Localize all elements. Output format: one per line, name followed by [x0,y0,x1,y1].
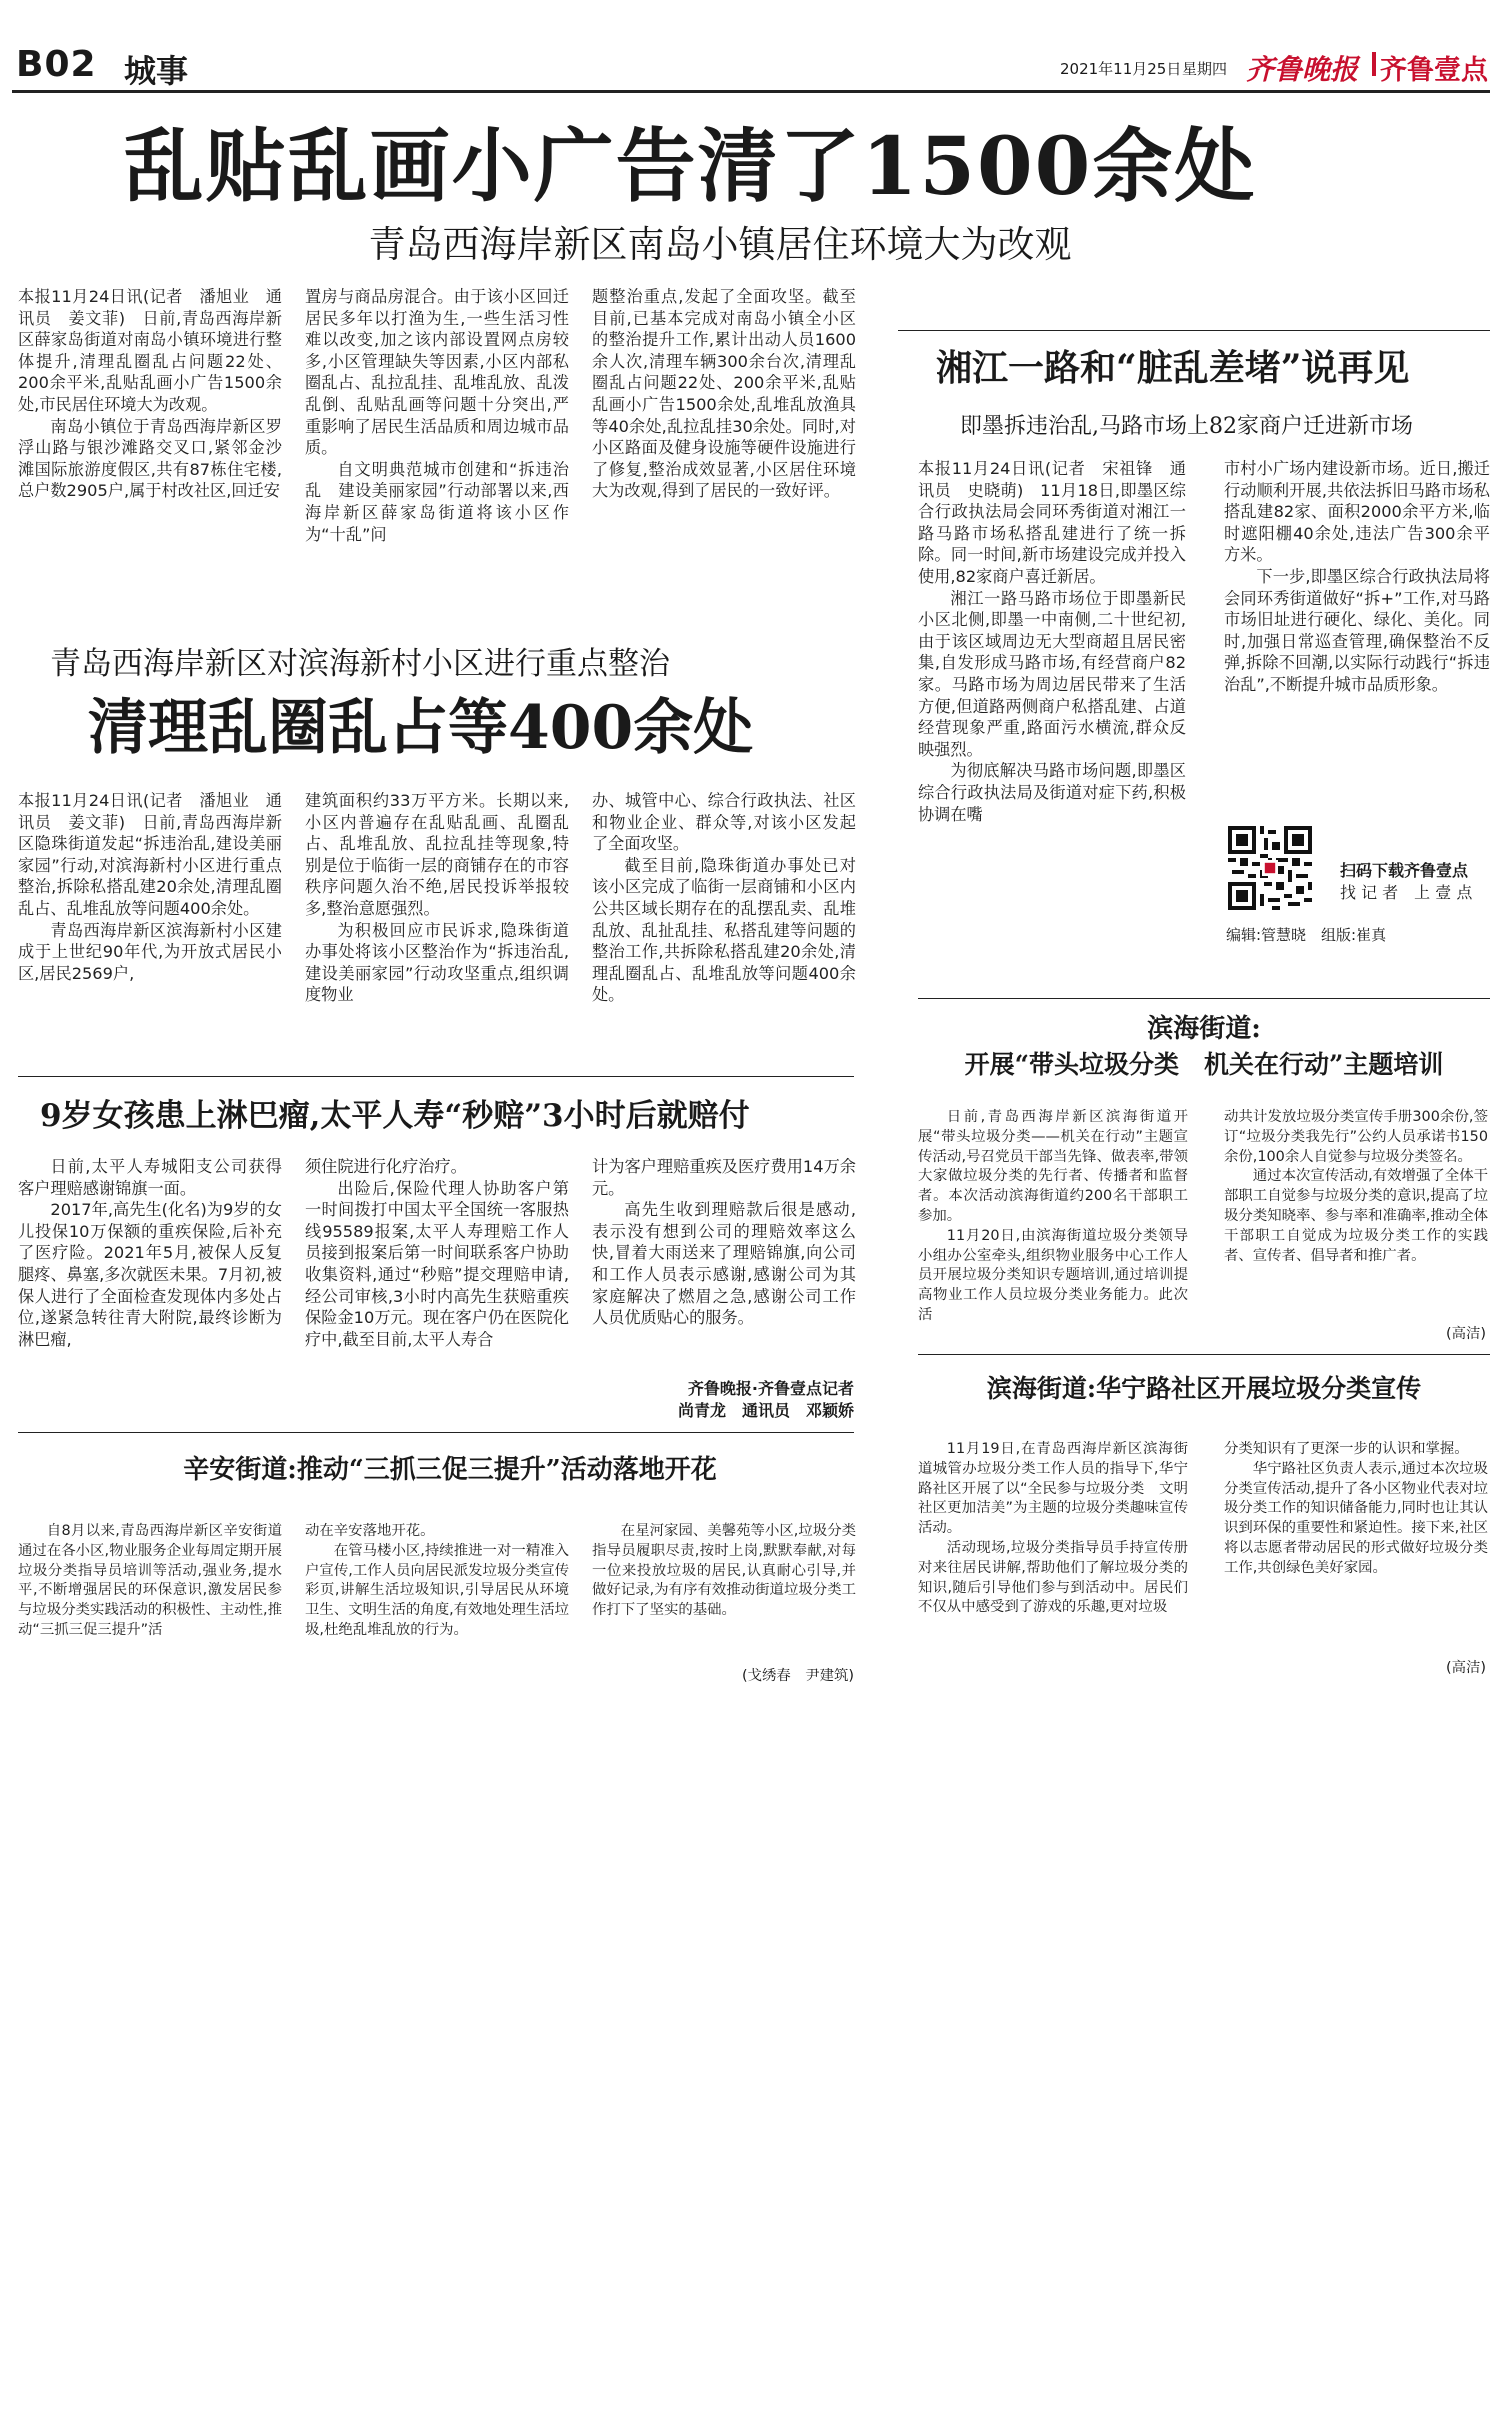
story3-byline2: 尚青龙 通讯员 邓颖娇 [677,1401,854,1420]
paragraph: 高先生收到理赔款后很是感动,表示没有想到公司的理赔效率这么快,冒着大雨送来了理赔锦旗,向公司和工作人员表示感谢,感谢公司为其家庭解决了燃眉之急,感谢公司工作人员优质贴心的服务。 [592,1200,856,1328]
story4-byline: (戈绣春 尹建筑) [742,1668,854,1684]
paragraph: 自文明典范城市创建和“拆违治乱 建设美丽家园”行动部署以来,西海岸新区薛家岛街道将该小区作为“十乱”问 [305,459,569,544]
story4-headline: 辛安街道:推动“三抓三促三提升”活动落地开花 [183,1455,717,1485]
paragraph: 动共计发放垃圾分类宣传手册300余份,签订“垃圾分类我先行”公约人员承诺书150余份,100余人自觉参与垃圾分类签名。 [1224,1109,1488,1165]
paragraph: 日前,太平人寿城阳支公司获得客户理赔感谢锦旗一面。 [18,1157,282,1198]
story7-col2 [1224,1440,1488,1650]
paragraph: 截至目前,隐珠街道办事处已对该小区完成了临街一层商铺和小区内公共区域长期存在的乱摆乱卖、乱堆乱放、乱扯乱挂、私搭乱建等问题的整治工作,共拆除私搭乱建20余处,清理乱圈乱占、乱堆乱放等问题400余处。 [592,855,856,1005]
editor-credit: 编辑:管慧晓 组版:崔真 [1226,926,1387,944]
story2-col3 [592,790,856,1060]
paragraph: 须住院进行化疗治疗。 [305,1157,467,1176]
story1-subhead: 青岛西海岸新区南岛小镇居住环境大为改观 [368,223,1072,266]
paragraph: 在管马楼小区,持续推进一对一精准入户宣传,工作人员向居民派发垃圾分类宣传彩页,讲解生活垃圾知识,引导居民从环境卫生、文明生活的角度,有效地处理生活垃圾,杜绝乱堆乱放的行为。 [305,1542,569,1638]
story7-byline: (高洁) [1445,1660,1486,1676]
paragraph: 计为客户理赔重疾及医疗费用14万余元。 [592,1157,856,1198]
section-name: 城事 [124,52,189,90]
story3-byline1: 齐鲁晚报·齐鲁壹点记者 [687,1379,854,1398]
paragraph: 为彻底解决马路市场问题,即墨区综合行政执法局及街道对症下药,积极协调在嘴 [918,761,1186,824]
story4-col1 [18,1522,282,1692]
story5-subhead: 即墨拆违治乱,马路市场上82家商户迁进新市场 [960,414,1413,439]
story6-title: 滨海街道: [1147,1014,1261,1044]
story1-col2 [305,286,569,586]
paragraph: 通过本次宣传活动,有效增强了全体干部职工自觉参与垃圾分类的意识,提高了垃圾分类知晓率、参与率和准确率,推动全体干部职工自觉成为垃圾分类工作的实践者、宣传者、倡导者和推广者。 [1224,1168,1488,1264]
story1-col1 [18,286,282,586]
paragraph: 南岛小镇位于青岛西海岸新区罗浮山路与银沙滩路交叉口,紧邻金沙滩国际旅游度假区,共有87栋住宅楼,总户数2905户,属于村改社区,回迁安 [18,416,282,501]
story3-col2 [305,1156,569,1426]
paragraph: 为积极回应市民诉求,隐珠街道办事处将该小区整治作为“拆违治乱,建设美丽家园”行动攻坚重点,组织调度物业 [305,920,569,1005]
divider [918,998,1490,999]
story2-subhead: 青岛西海岸新区对滨海新村小区进行重点整治 [50,646,670,682]
story4-col3 [592,1522,856,1662]
story2-col2 [305,790,569,1060]
story5-headline: 湘江一路和“脏乱差堵”说再见 [936,347,1410,389]
story6-headline: 开展“带头垃圾分类 机关在行动”主题培训 [964,1050,1444,1079]
story3-col3 [592,1156,856,1376]
story2-col1 [18,790,282,1060]
qr-caption: 扫码下载齐鲁壹点 [1340,861,1469,880]
divider [18,1432,854,1433]
story5-col2 [1224,458,1490,808]
paragraph: 在星河家园、美馨苑等小区,垃圾分类指导员履职尽责,按时上岗,默默奉献,对每一位来投放垃圾的居民,认真耐心引导,并做好记录,为有序有效推动街道垃圾分类工作打下了坚实的基础。 [592,1523,856,1619]
story5-col1 [918,458,1186,968]
column-divider [898,330,1490,331]
story3-headline: 9岁女孩患上淋巴瘤,太平人寿“秒赔”3小时后就赔付 [40,1098,750,1134]
paragraph: 活动现场,垃圾分类指导员手持宣传册对来往居民讲解,帮助他们了解垃圾分类的知识,随后引导他们参与到活动中。居民们不仅从中感受到了游戏的乐趣,更对垃圾 [918,1539,1188,1616]
story1-headline: 乱贴乱画小广告清了1500余处 [123,119,1257,213]
story6-col2 [1224,1108,1488,1318]
story6-col1 [918,1108,1188,1348]
paragraph: 青岛西海岸新区滨海新村小区建成于上世纪90年代,为开放式居民小区,居民2569户, [18,920,282,983]
story7-col1 [918,1440,1188,1680]
story1-col3 [592,286,856,616]
page-number: B02 [16,44,97,85]
paragraph: 本报11月24日讯(记者 宋祖锋 通讯员 史晓萌) 11月18日,即墨区综合行政执法局会同环秀街道对湘江一路马路市场私搭乱建进行了统一拆除。同一时间,新市场建设完成并投入使用,82家商户喜迁新居。 [918,459,1186,586]
qr-caption-sub: 找 记 者 上 壹 点 [1340,883,1473,902]
paragraph: 出险后,保险代理人协助客户第一时间拨打中国太平全国统一客服热线95589报案,太平人寿理赔工作人员接到报案后第一时间联系客户协助收集资料,通过“秒赔”提交理赔申请,经公司审核,3小时内高先生获赔重疾保险金10万元。现在客户仍在医院化疗中,截至目前,太平人寿合 [305,1178,569,1349]
paragraph: 华宁路社区负责人表示,通过本次垃圾分类宣传活动,提升了各小区物业代表对垃圾分类工作的知识储备能力,同时也让其认识到环保的重要性和紧迫性。接下来,社区将以志愿者带动居民的形式做好垃圾分类工作,共创绿色美好家园。 [1224,1460,1488,1576]
paragraph: 湘江一路马路市场位于即墨新民小区北侧,即墨一中南侧,二十世纪初,由于该区域周边无大型商超且居民密集,自发形成马路市场,有经营商户82家。马路市场为周边居民带来了生活方便,但道路两侧商户私搭乱建、占道经营现象严重,路面污水横流,群众反映强烈。 [918,588,1186,759]
paragraph: 题整治重点,发起了全面攻坚。截至目前,已基本完成对南岛小镇全小区的整治提升工作,累计出动人员1600余人次,清理车辆300余台次,清理乱圈乱占问题22处、200余平米,乱贴乱画小广告1500余处,乱堆乱放渔具等40余处,乱拉乱挂30余处。同时,对小区路面及健身设施等硬件设施进行了修复,整治成效显著,小区居住环境大为改观,得到了居民的一致好评。 [592,287,856,501]
paper-logo: 齐鲁晚报 [1246,53,1359,86]
paragraph: 下一步,即墨区综合行政执法局将会同环秀街道做好“拆+”工作,对马路市场旧址进行硬化、绿化、美化。同时,加强日常巡查管理,确保整治不反弹,拆除不回潮,以实际行动践行“拆违治乱”,不断提升城市品质形象。 [1224,566,1490,694]
paragraph: 11月19日,在青岛西海岸新区滨海街道城管办垃圾分类工作人员的指导下,华宁路社区开展了以“全民参与垃圾分类 文明社区更加洁美”为主题的垃圾分类趣味宣传活动。 [918,1441,1188,1537]
paragraph: 分类知识有了更深一步的认识和掌握。 [1224,1441,1469,1457]
paragraph: 11月20日,由滨海街道垃圾分类领导小组办公室牵头,组织物业服务中心工作人员开展垃圾分类知识专题培训,通过培训提高物业工作人员垃圾分类业务能力。此次活 [918,1227,1188,1323]
story6-byline: (高洁) [1445,1326,1486,1342]
story7-headline: 滨海街道:华宁路社区开展垃圾分类宣传 [986,1374,1422,1403]
paragraph: 动在辛安落地开花。 [305,1523,435,1539]
paragraph: 置房与商品房混合。由于该小区回迁居民多年以打渔为生,一些生活习性难以改变,加之该内部设置网点房较多,小区管理缺失等因素,小区内部私圈乱占、乱拉乱挂、乱堆乱放、乱泼乱倒、乱贴乱画等问题十分突出,严重影响了居民生活品质和周边城市品质。 [305,287,569,458]
paragraph: 自8月以来,青岛西海岸新区辛安街道通过在各小区,物业服务企业每周定期开展垃圾分类指导员培训等活动,强业务,提水平,不断增强居民的环保意识,激发居民参与垃圾分类实践活动的积极性、主动性,推动“三抓三促三提升”活 [18,1523,282,1638]
paragraph: 本报11月24日讯(记者 潘旭业 通讯员 姜文菲) 日前,青岛西海岸新区薛家岛街道对南岛小镇环境进行整体提升,清理乱圈乱占问题22处、200余平米,乱贴乱画小广告1500余处,市民居住环境大为改观。 [18,287,282,414]
header-rule [12,90,1490,93]
paragraph: 建筑面积约33万平方米。长期以来,小区内普遍存在乱贴乱画、乱圈乱占、乱堆乱放、乱拉乱挂等现象,特别是位于临街一层的商铺存在的市容秩序问题久治不绝,居民投诉举报较多,整治意愿强烈。 [305,791,569,918]
qr-code-image [1228,826,1312,910]
story4-col2 [305,1522,569,1692]
divider [18,1076,854,1077]
logo-separator [1372,52,1376,76]
story3-col1 [18,1156,282,1426]
divider [918,1354,1490,1355]
issue-date: 2021年11月25日 [1060,60,1182,78]
paragraph: 市村小广场内建设新市场。近日,搬迁行动顺利开展,共依法拆旧马路市场私搭乱建82家、面积2000余平方米,临时遮阳棚40余处,违法广告300余平方米。 [1224,459,1490,565]
issue-weekday: 星期四 [1182,60,1228,78]
story2-headline: 清理乱圈乱占等400余处 [88,693,754,763]
app-logo: 齐鲁壹点 [1380,55,1488,86]
paragraph: 日前,青岛西海岸新区滨海街道开展“带头垃圾分类——机关在行动”主题宣传活动,号召党员干部当先锋、做表率,带领大家做垃圾分类的先行者、传播者和监督者。本次活动滨海街道约200名干部职工参加。 [918,1109,1188,1224]
paragraph: 2017年,高先生(化名)为9岁的女儿投保10万保额的重疾保险,后补充了医疗险。2021年5月,被保人反复腿疼、鼻塞,多次就医未果。7月初,被保人进行了全面检查发现体内多处占位,遂紧急转往青大附院,最终诊断为淋巴瘤, [18,1200,282,1349]
paragraph: 办、城管中心、综合行政执法、社区和物业企业、群众等,对该小区发起了全面攻坚。 [592,791,856,854]
paragraph: 本报11月24日讯(记者 潘旭业 通讯员 姜文菲) 日前,青岛西海岸新区隐珠街道发起“拆违治乱,建设美丽家园”行动,对滨海新村小区进行重点整治,拆除私搭乱建20余处,清理乱圈乱占、乱堆乱放等问题400余处。 [18,791,282,918]
